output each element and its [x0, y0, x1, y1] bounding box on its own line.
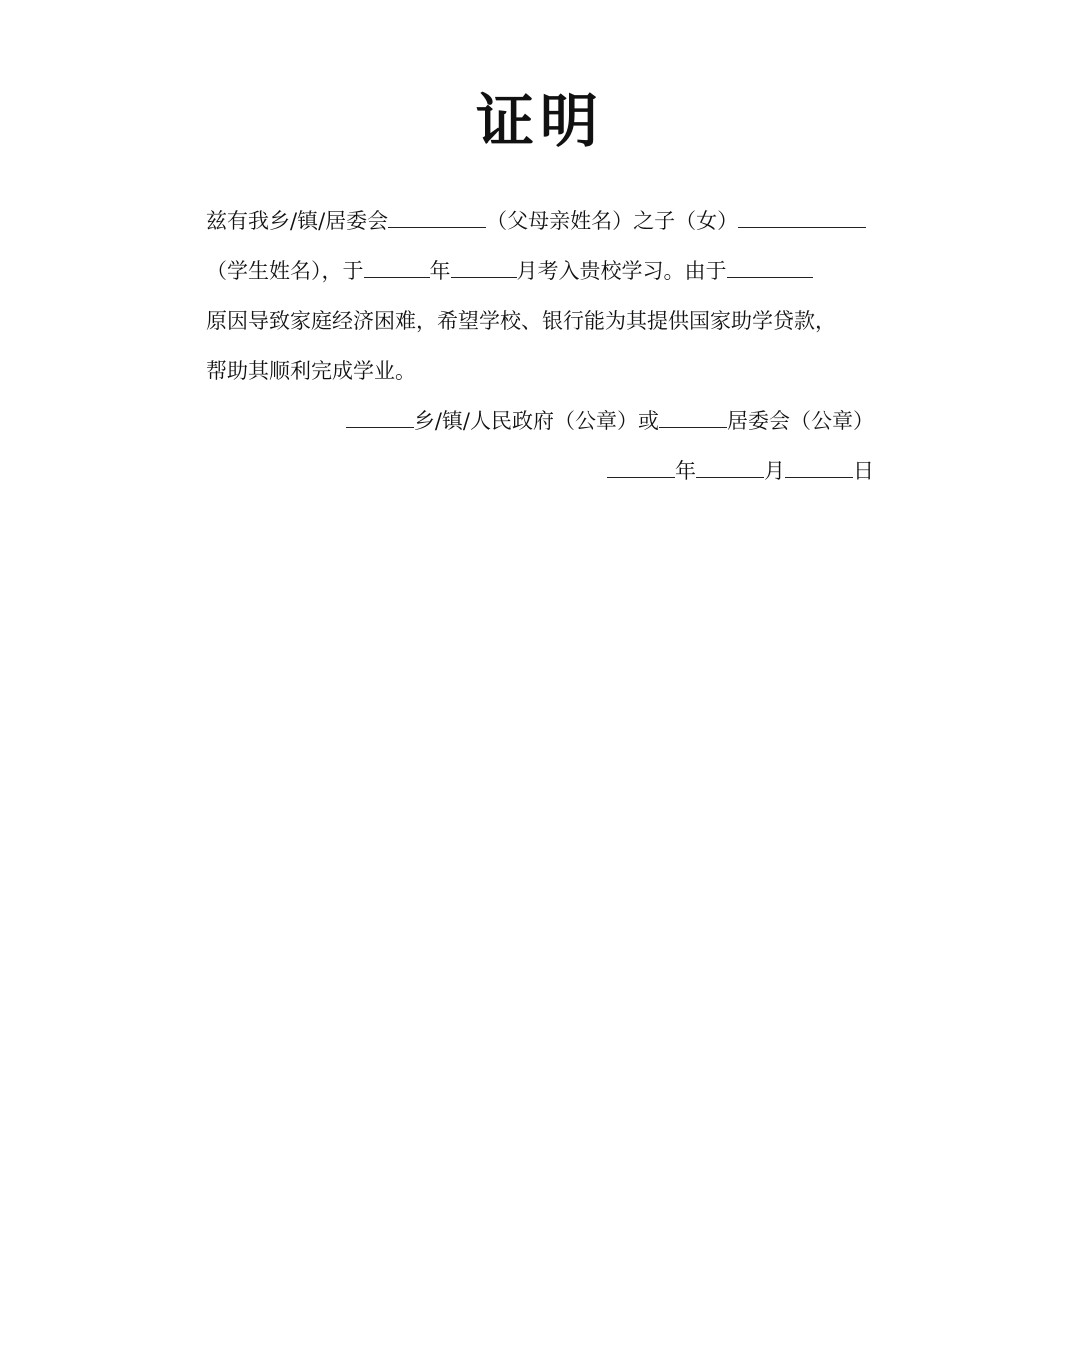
body-line-3: 原因导致家庭经济困难，希望学校、银行能为其提供国家助学贷款， — [206, 309, 836, 333]
date-day-label: 日 — [853, 459, 874, 483]
reason-blank[interactable] — [727, 253, 813, 278]
date-year-label: 年 — [675, 459, 696, 483]
date-line — [607, 446, 874, 496]
line1-text-a: 兹有我乡/镇/居委会 — [206, 209, 389, 233]
signature-line — [346, 396, 874, 446]
line1-text-b: （父母亲姓名）之子（女） — [486, 209, 739, 233]
line2-text-c: 月考入贵校学习。由于 — [516, 259, 727, 283]
date-year-blank[interactable] — [607, 453, 675, 478]
body-line-2 — [206, 246, 876, 296]
enroll-year-blank[interactable] — [364, 253, 430, 278]
line2-text-b: 年 — [429, 259, 451, 283]
township-blank[interactable] — [346, 403, 414, 428]
date-month-label: 月 — [764, 459, 785, 483]
document-title: 证明 — [475, 87, 604, 155]
date-month-blank[interactable] — [696, 453, 764, 478]
committee-blank[interactable] — [659, 403, 727, 428]
signature-text-b: 居委会（公章） — [727, 409, 874, 433]
line2-text-a: （学生姓名），于 — [206, 259, 364, 283]
date-day-blank[interactable] — [785, 453, 853, 478]
signature-text-a: 乡/镇/人民政府（公章）或 — [413, 409, 659, 433]
parent-name-blank[interactable] — [388, 203, 486, 228]
enroll-month-blank[interactable] — [451, 253, 517, 278]
student-name-blank[interactable] — [738, 203, 866, 228]
body-line-1 — [206, 196, 876, 246]
document-body — [206, 196, 876, 396]
body-line-4: 帮助其顺利完成学业。 — [206, 359, 416, 383]
